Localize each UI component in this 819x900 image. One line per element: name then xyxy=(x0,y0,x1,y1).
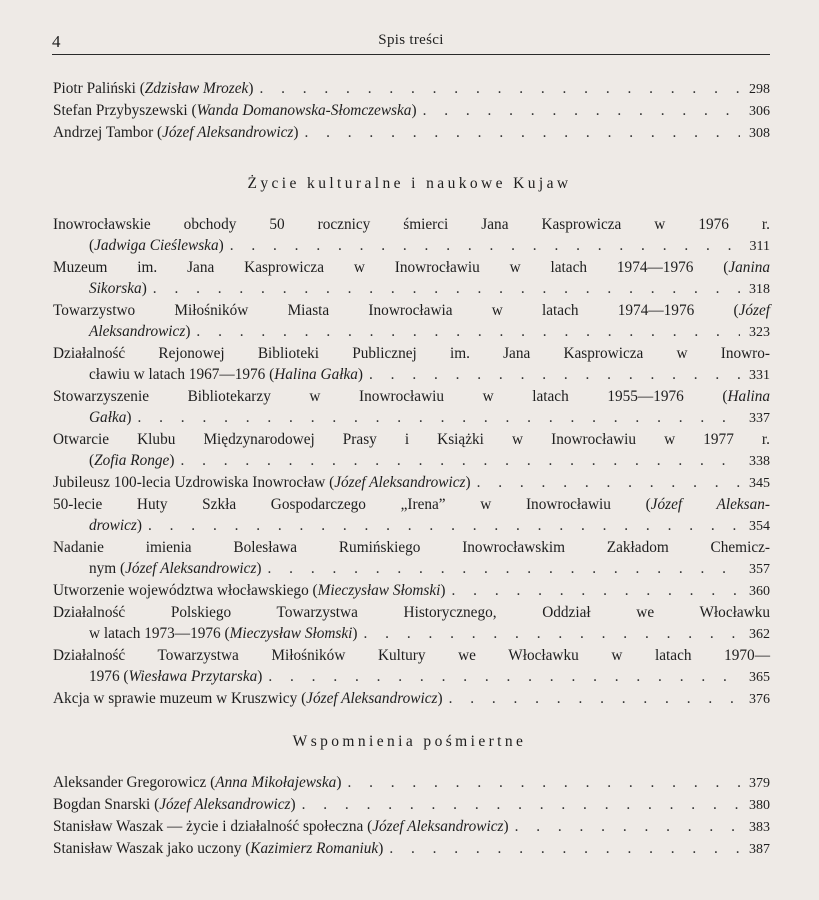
page-ref: 387 xyxy=(749,842,770,857)
page-ref: 323 xyxy=(749,325,770,340)
toc-entry: Działalność Towarzystwa Miłośników Kultury we Włocławku w latach 1970— 1976 (Wiesława Przytarska) . . . 365 xyxy=(53,645,770,688)
page-ref: 311 xyxy=(749,239,770,254)
page-ref: 331 xyxy=(749,368,770,383)
page-ref: 338 xyxy=(749,454,770,469)
toc-entry: Aleksander Gregorowicz (Anna Mikołajewska) . . . 379 xyxy=(53,772,770,794)
toc-entry: Działalność Rejonowej Biblioteki Publicznej im. Jana Kasprowicza w Inowro- cławiu w latach 1967—1976 (Halina Gałka) . . . 331 xyxy=(53,343,770,386)
toc-entry: Stowarzyszenie Bibliotekarzy w Inowrocławiu w latach 1955—1976 (Halina Gałka) . . . 337 xyxy=(53,386,770,429)
leader-dots xyxy=(153,278,740,299)
leader-dots xyxy=(230,235,740,256)
toc-entry: Akcja w sprawie muzeum w Kruszwicy (Józef Aleksandrowicz) . . . 376 xyxy=(53,688,770,710)
leader-dots xyxy=(180,450,740,471)
page-ref: 337 xyxy=(749,411,770,426)
leader-dots xyxy=(138,407,741,428)
leader-dots xyxy=(452,580,740,601)
leader-dots xyxy=(196,321,740,342)
page-ref: 318 xyxy=(749,282,770,297)
page-ref: 308 xyxy=(749,126,770,141)
toc-entry: Otwarcie Klubu Międzynarodowej Prasy i Książki w Inowrocławiu w 1977 r. (Zofia Ronge) . . . 338 xyxy=(53,429,770,472)
toc-section-2 xyxy=(53,772,770,860)
leader-dots xyxy=(268,666,740,687)
toc-entry: Stefan Przybyszewski (Wanda Domanowska-Słomczewska) . . . 306 xyxy=(53,100,770,122)
toc-top-group xyxy=(53,78,770,144)
leader-dots xyxy=(268,558,740,579)
page-ref: 360 xyxy=(749,584,770,599)
page-ref: 380 xyxy=(749,798,770,813)
toc-entry: 50-lecie Huty Szkła Gospodarczego „Irena” w Inowrocławiu (Józef Aleksan- drowicz) . . . 354 xyxy=(53,494,770,537)
leader-dots xyxy=(304,122,740,143)
leader-dots xyxy=(477,472,740,493)
page-header xyxy=(52,28,770,55)
leader-dots xyxy=(423,100,740,121)
toc-entry: Stanisław Waszak jako uczony (Kazimierz Romaniuk) . . . 387 xyxy=(53,838,770,860)
page-ref: 365 xyxy=(749,670,770,685)
toc-entry: Działalność Polskiego Towarzystwa Historycznego, Oddział we Włocławku w latach 1973—1976 (Mieczysław Słomski) . . . 362 xyxy=(53,602,770,645)
section-heading: Życie kulturalne i naukowe Kujaw xyxy=(247,175,572,192)
running-title: Spis treści xyxy=(378,32,444,48)
toc-entry: Inowrocławskie obchody 50 rocznicy śmierci Jana Kasprowicza w 1976 r. (Jadwiga Cieślewska) . . . 311 xyxy=(53,214,770,257)
toc-entry: Towarzystwo Miłośników Miasta Inowrocławia w latach 1974—1976 (Józef Aleksandrowicz) . . . 323 xyxy=(53,300,770,343)
toc-entry: Stanisław Waszak — życie i działalność społeczna (Józef Aleksandrowicz) . . . 383 xyxy=(53,816,770,838)
toc-entry: Muzeum im. Jana Kasprowicza w Inowrocławiu w latach 1974—1976 (Janina Sikorska) . . . 318 xyxy=(53,257,770,300)
toc-entry: Piotr Paliński (Zdzisław Mrozek) . . . 298 xyxy=(53,78,770,100)
page-ref: 383 xyxy=(749,820,770,835)
leader-dots xyxy=(389,838,740,859)
toc-entry: Bogdan Snarski (Józef Aleksandrowicz) . . . 380 xyxy=(53,794,770,816)
page-ref: 345 xyxy=(749,476,770,491)
leader-dots xyxy=(259,78,740,99)
page-ref: 298 xyxy=(749,82,770,97)
toc-entry: Jubileusz 100-lecia Uzdrowiska Inowrocław (Józef Aleksandrowicz) . . . 345 xyxy=(53,472,770,494)
page-ref: 379 xyxy=(749,776,770,791)
toc-entry: Utworzenie województwa włocławskiego (Mieczysław Słomski) . . . 360 xyxy=(53,580,770,602)
leader-dots xyxy=(347,772,740,793)
toc-entry: Nadanie imienia Bolesława Rumińskiego Inowrocławskim Zakładom Chemicz- nym (Józef Aleksandrowicz) . . . 357 xyxy=(53,537,770,580)
leader-dots xyxy=(148,515,740,536)
page-ref: 376 xyxy=(749,692,770,707)
toc-entry: Andrzej Tambor (Józef Aleksandrowicz) . . . 308 xyxy=(53,122,770,144)
page-ref: 306 xyxy=(749,104,770,119)
leader-dots xyxy=(449,688,740,709)
page-number: 4 xyxy=(52,32,61,51)
leader-dots xyxy=(302,794,740,815)
page-ref: 362 xyxy=(749,627,770,642)
leader-dots xyxy=(369,364,740,385)
section-heading: Wspomnienia pośmiertne xyxy=(292,733,527,750)
toc-section-1 xyxy=(53,214,770,710)
leader-dots xyxy=(515,816,740,837)
leader-dots xyxy=(364,623,740,644)
page-ref: 357 xyxy=(749,562,770,577)
page-ref: 354 xyxy=(749,519,770,534)
